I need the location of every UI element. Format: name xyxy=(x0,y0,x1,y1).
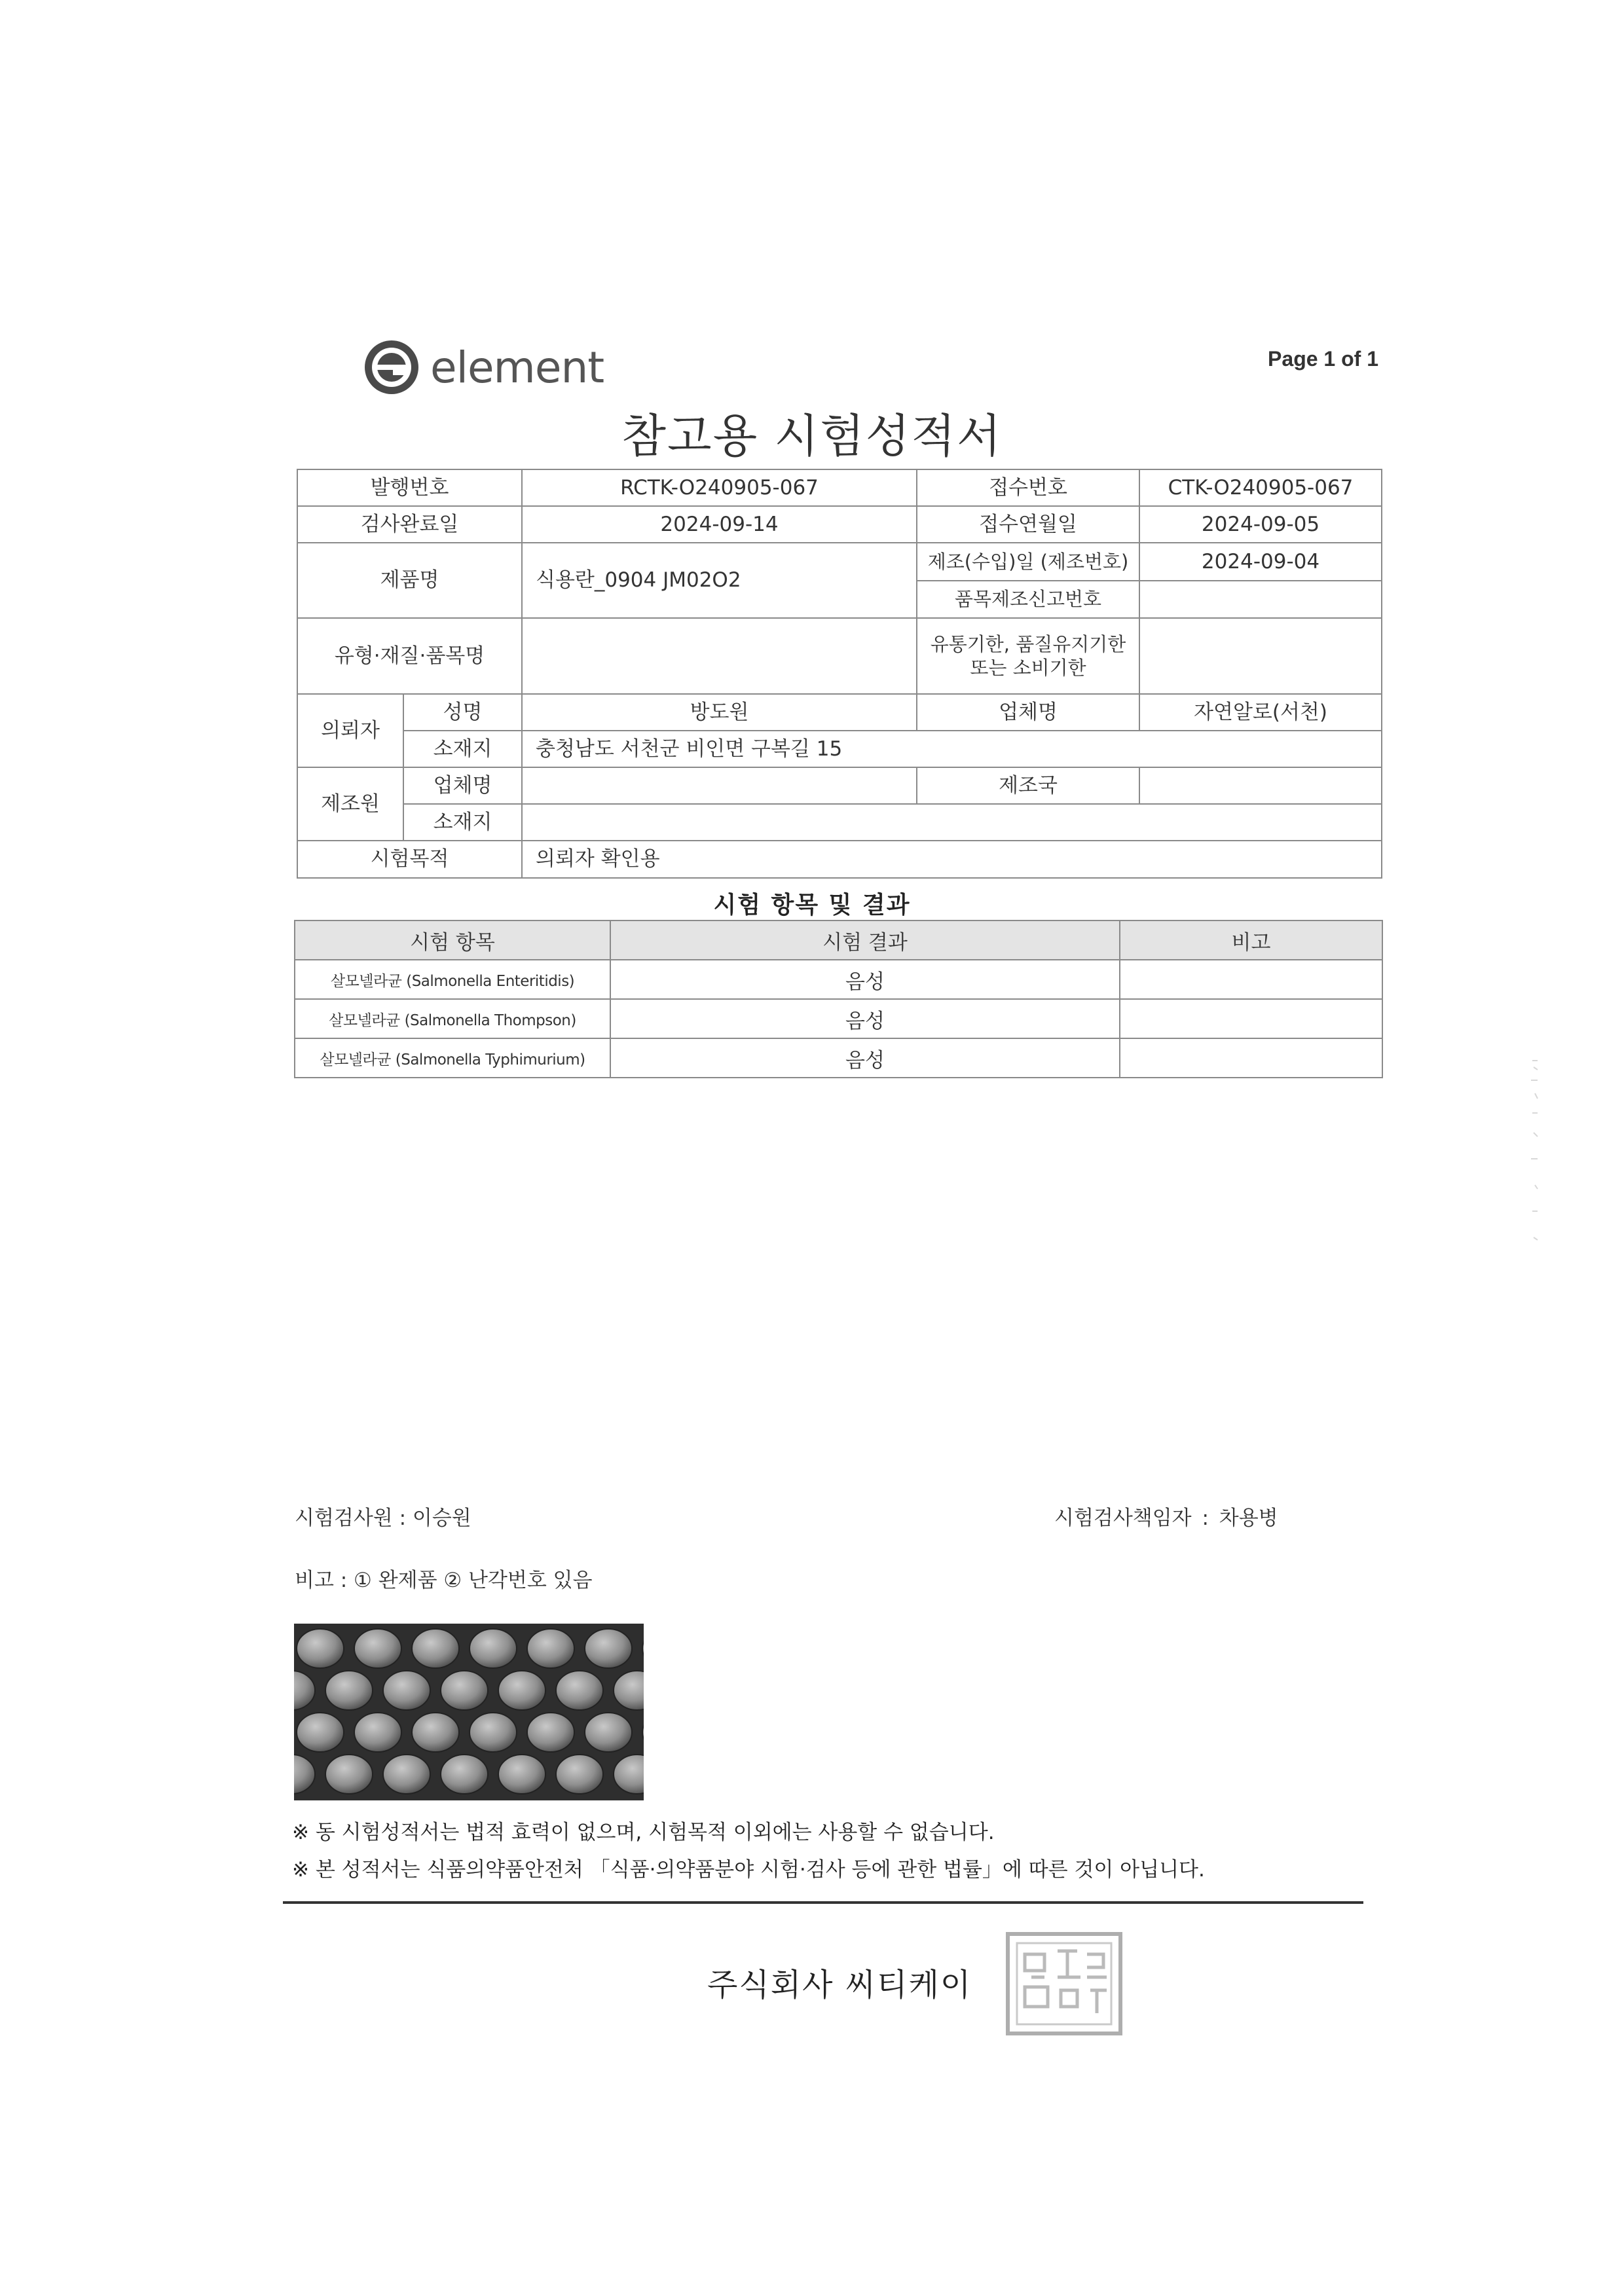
egg-shape xyxy=(412,1629,459,1668)
egg-shape xyxy=(585,1629,632,1668)
receipt-no-label: 접수번호 xyxy=(917,469,1139,506)
info-row xyxy=(297,469,1382,506)
receipt-date-value: 2024-09-05 xyxy=(1139,506,1382,543)
test-item: 살모넬라균 (Salmonella Typhimurium) xyxy=(295,1038,610,1078)
table-row xyxy=(295,960,1382,999)
egg-shape xyxy=(354,1713,401,1752)
logo-text: element xyxy=(430,342,604,393)
egg-tray-photo xyxy=(294,1624,644,1800)
egg-shape xyxy=(354,1629,401,1668)
purpose-label: 시험목적 xyxy=(297,841,522,878)
receipt-date-label: 접수연월일 xyxy=(917,506,1139,543)
client-address-label: 소재지 xyxy=(403,731,522,767)
complete-date-label: 검사완료일 xyxy=(297,506,522,543)
test-result: 음성 xyxy=(610,1038,1120,1078)
test-note xyxy=(1120,960,1382,999)
table-row xyxy=(295,999,1382,1038)
mfr-country-value xyxy=(1139,767,1382,804)
header-test-item: 시험 항목 xyxy=(295,920,610,960)
mfr-address-label: 소재지 xyxy=(403,804,522,841)
test-item: 살모넬라균 (Salmonella Thompson) xyxy=(295,999,610,1038)
header-test-result: 시험 결과 xyxy=(610,920,1120,960)
manager-name: 시험검사책임자 : 차용병 xyxy=(1054,1506,1278,1530)
egg-shape xyxy=(585,1713,632,1752)
info-row xyxy=(297,804,1382,841)
egg-shape xyxy=(297,1629,344,1668)
egg-shape xyxy=(527,1629,574,1668)
test-result: 음성 xyxy=(610,999,1120,1038)
client-name-label: 성명 xyxy=(403,694,522,731)
mfg-date-label: 제조(수입)일 (제조번호) xyxy=(917,543,1139,581)
egg-shape xyxy=(527,1713,574,1752)
results-title: 시험 항목 및 결과 xyxy=(713,892,911,919)
tester-name: 시험검사원 : 이승원 xyxy=(295,1506,471,1530)
info-row xyxy=(297,618,1382,694)
expiry-label-line1: 유통기한, 품질유지기한 xyxy=(930,632,1126,655)
info-row xyxy=(297,767,1382,804)
egg-shape xyxy=(441,1755,488,1794)
expiry-label-line2: 또는 소비기한 xyxy=(970,657,1086,679)
purpose-value: 의뢰자 확인용 xyxy=(522,841,1382,878)
expiry-label xyxy=(917,618,1139,694)
mfr-address-value xyxy=(522,804,1382,841)
mfr-company-value xyxy=(522,767,917,804)
type-label: 유형·재질·품목명 xyxy=(297,618,522,694)
egg-shape xyxy=(383,1755,430,1794)
egg-shape xyxy=(498,1755,545,1794)
scan-artifact xyxy=(1526,1054,1552,1250)
issue-no-label: 발행번호 xyxy=(297,469,522,506)
client-company-value: 자연알로(서천) xyxy=(1139,694,1382,731)
mfr-company-label: 업체명 xyxy=(403,767,522,804)
results-table xyxy=(294,920,1383,1078)
report-no-label: 품목제조신고번호 xyxy=(917,581,1139,618)
egg-shape xyxy=(383,1671,430,1710)
info-row xyxy=(297,694,1382,731)
disclaimer-2: ※ 본 성적서는 식품의약품안전처 「식품·의약품분야 시험·검사 등에 관한 법률」에 따른 것이 아닙니다. xyxy=(292,1858,1205,1882)
info-table xyxy=(297,469,1382,879)
egg-shape xyxy=(556,1671,603,1710)
element-logo-icon xyxy=(363,339,420,395)
table-row xyxy=(295,1038,1382,1078)
egg-shape xyxy=(325,1671,373,1710)
test-item: 살모넬라균 (Salmonella Enteritidis) xyxy=(295,960,610,999)
test-note xyxy=(1120,1038,1382,1078)
egg-shape xyxy=(441,1671,488,1710)
results-header-row xyxy=(295,920,1382,960)
egg-shape xyxy=(498,1671,545,1710)
product-label: 제품명 xyxy=(297,543,522,618)
page-number: Page 1 of 1 xyxy=(1268,347,1378,371)
header-remarks: 비고 xyxy=(1120,920,1382,960)
expiry-value xyxy=(1139,618,1382,694)
type-value xyxy=(522,618,917,694)
egg-shape xyxy=(470,1629,517,1668)
egg-shape xyxy=(412,1713,459,1752)
company-logo xyxy=(363,339,604,395)
egg-tray-image xyxy=(294,1624,644,1800)
egg-shape xyxy=(470,1713,517,1752)
info-row xyxy=(297,841,1382,878)
receipt-no-value: CTK-O240905-067 xyxy=(1139,469,1382,506)
client-company-label: 업체명 xyxy=(917,694,1139,731)
document-title: 참고용 시험성적서 xyxy=(621,409,1003,463)
company-seal-stamp xyxy=(1005,1931,1123,2036)
client-address-value: 충청남도 서천군 비인면 구복길 15 xyxy=(522,731,1382,767)
footer-divider xyxy=(283,1901,1363,1904)
issuer-company: 주식회사 씨티케이 xyxy=(707,1967,972,2003)
product-value: 식용란_0904 JM02O2 xyxy=(522,543,917,618)
report-no-value xyxy=(1139,581,1382,618)
egg-shape xyxy=(556,1755,603,1794)
test-note xyxy=(1120,999,1382,1038)
info-row xyxy=(297,731,1382,767)
egg-shape xyxy=(297,1713,344,1752)
disclaimer-1: ※ 동 시험성적서는 법적 효력이 없으며, 시험목적 이외에는 사용할 수 없습니다. xyxy=(292,1821,995,1844)
issue-no-value: RCTK-O240905-067 xyxy=(522,469,917,506)
manufacturer-label: 제조원 xyxy=(297,767,403,841)
complete-date-value: 2024-09-14 xyxy=(522,506,917,543)
info-row xyxy=(297,543,1382,581)
mfr-country-label: 제조국 xyxy=(917,767,1139,804)
test-result: 음성 xyxy=(610,960,1120,999)
client-name-value: 방도원 xyxy=(522,694,917,731)
client-label: 의뢰자 xyxy=(297,694,403,767)
mfg-date-value: 2024-09-04 xyxy=(1139,543,1382,581)
info-row xyxy=(297,506,1382,543)
remark-text: 비고 : ① 완제품 ② 난각번호 있음 xyxy=(295,1569,593,1592)
egg-shape xyxy=(325,1755,373,1794)
